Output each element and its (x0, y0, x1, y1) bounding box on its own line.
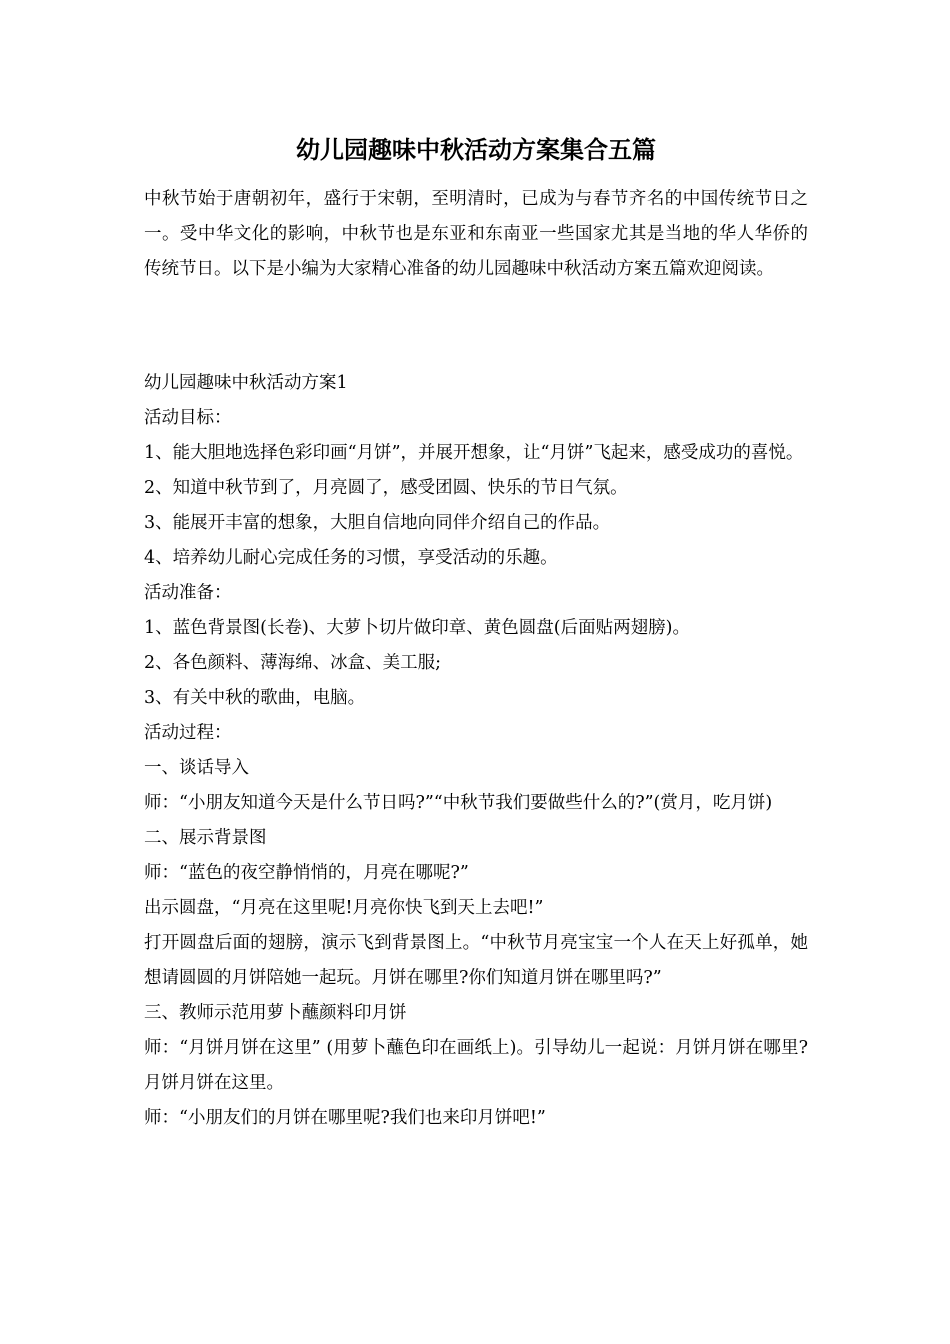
list-item: 2、各色颜料、薄海绵、冰盒、美工服; (144, 653, 442, 673)
step-heading: 三、教师示范用萝卜蘸颜料印月饼 (144, 1003, 407, 1023)
subheading-goals: 活动目标： (144, 408, 232, 428)
step-heading: 二、展示背景图 (144, 828, 267, 848)
paragraph: 师：“蓝色的夜空静悄悄的，月亮在哪呢?” (144, 863, 469, 883)
list-item: 1、蓝色背景图(长卷)、大萝卜切片做印章、黄色圆盘(后面贴两翅膀)。 (144, 618, 690, 638)
step-heading: 一、谈话导入 (144, 758, 249, 778)
section-heading: 幼儿园趣味中秋活动方案1 (144, 373, 348, 393)
subheading-process: 活动过程： (144, 723, 232, 743)
list-item: 3、能展开丰富的想象，大胆自信地向同伴介绍自己的作品。 (144, 513, 611, 533)
list-item: 1、能大胆地选择色彩印画“月饼”，并展开想象，让“月饼”飞起来，感受成功的喜悦。 (144, 443, 804, 463)
subheading-preparation: 活动准备： (144, 583, 232, 603)
document-body (144, 366, 808, 1136)
paragraph: 师：“月饼月饼在这里” (用萝卜蘸色印在画纸上)。引导幼儿一起说：月饼月饼在哪里?月饼月饼在这里。 (144, 1038, 808, 1093)
list-item: 2、知道中秋节到了，月亮圆了，感受团圆、快乐的节日气氛。 (144, 478, 628, 498)
list-item: 4、培养幼儿耐心完成任务的习惯，享受活动的乐趣。 (144, 548, 558, 568)
paragraph: 师：“小朋友们的月饼在哪里呢?我们也来印月饼吧!” (144, 1108, 546, 1128)
document-title: 幼儿园趣味中秋活动方案集合五篇 (296, 135, 656, 164)
intro-paragraph: 中秋节始于唐朝初年，盛行于宋朝，至明清时，已成为与春节齐名的中国传统节日之一。受中华文化的影响，中秋节也是东亚和东南亚一些国家尤其是当地的华人华侨的传统节日。以下是小编为大家精心准备的幼儿园趣味中秋活动方案五篇欢迎阅读。 (144, 189, 808, 279)
paragraph: 打开圆盘后面的翅膀，演示飞到背景图上。“中秋节月亮宝宝一个人在天上好孤单，她想请圆圆的月饼陪她一起玩。月饼在哪里?你们知道月饼在哪里吗?” (144, 933, 808, 988)
paragraph: 出示圆盘，“月亮在这里呢!月亮你快飞到天上去吧!” (144, 898, 544, 918)
paragraph: 师：“小朋友知道今天是什么节日吗?”“中秋节我们要做些什么的?”(赏月，吃月饼) (144, 793, 773, 813)
list-item: 3、有关中秋的歌曲，电脑。 (144, 688, 366, 708)
